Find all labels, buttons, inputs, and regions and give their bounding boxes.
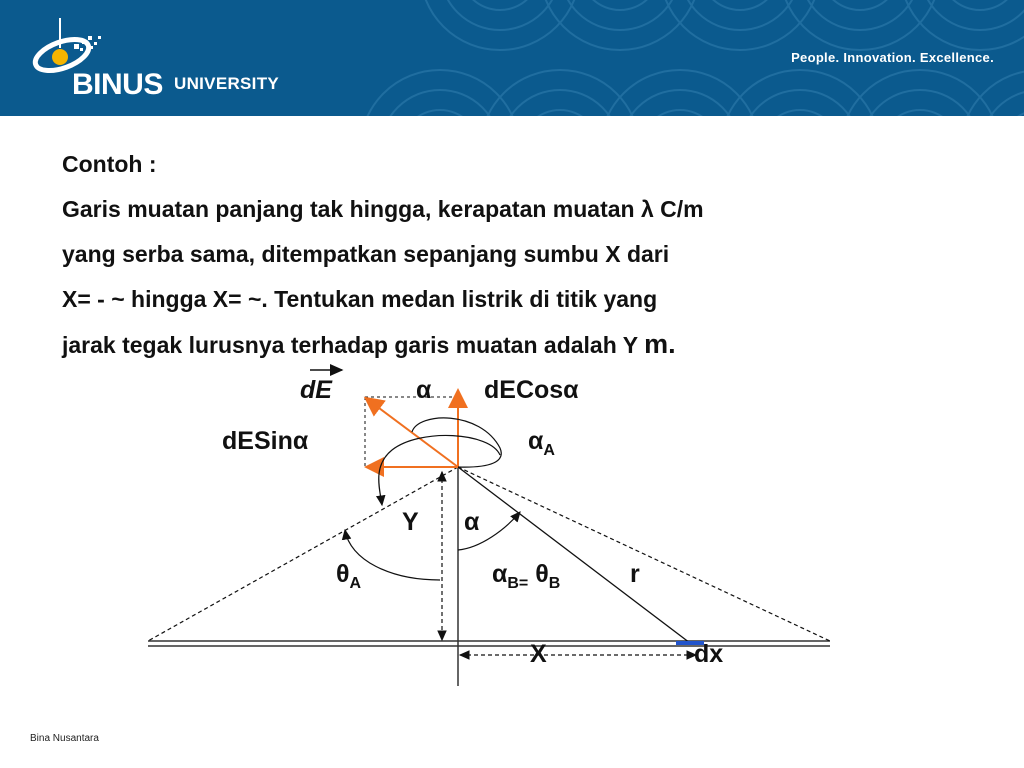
label-alpha-A: $\alpha_A$ <box>528 427 555 459</box>
dE-vector <box>367 399 458 467</box>
text-line: yang serba sama, ditempatkan sepanjang sumbu X dari <box>62 241 670 267</box>
label-dESin: dESinα <box>222 427 309 455</box>
dashed-line-left <box>148 467 458 641</box>
label-theta-A: $\theta_A$ <box>336 560 362 592</box>
label-alpha-B-theta-B: $\alpha_{B=}$ $\theta_B$ <box>492 560 561 592</box>
alpha-A-arc <box>379 435 500 505</box>
dashed-line-right <box>458 467 830 641</box>
unit-m: m. <box>644 329 676 359</box>
label-dECos: dECosα <box>484 376 579 404</box>
tagline: People. Innovation. Excellence. <box>791 50 994 65</box>
text-line-content: jarak tegak lurusnya terhadap garis muatan adalah Y <box>62 332 638 358</box>
label-alpha-top: α <box>416 376 432 404</box>
r-line <box>458 467 690 643</box>
label-Y: Y <box>402 508 419 536</box>
label-alpha-mid: α <box>464 508 480 536</box>
label-r: r <box>630 560 640 588</box>
brand-logo-text: BINUS <box>72 68 163 101</box>
label-dE: dE <box>300 376 332 404</box>
label-dx: dx <box>694 640 724 668</box>
text-line: Garis muatan panjang tak hingga, kerapatan muatan λ C/m <box>62 196 704 222</box>
brand-logo-subtitle: UNIVERSITY <box>174 74 280 93</box>
footer-text: Bina Nusantara <box>30 733 99 744</box>
label-X: X <box>530 640 547 668</box>
text-line-heading: Contoh : <box>62 151 157 177</box>
text-line: X= - ~ hingga X= ~. Tentukan medan listrik di titik yang <box>62 286 658 312</box>
